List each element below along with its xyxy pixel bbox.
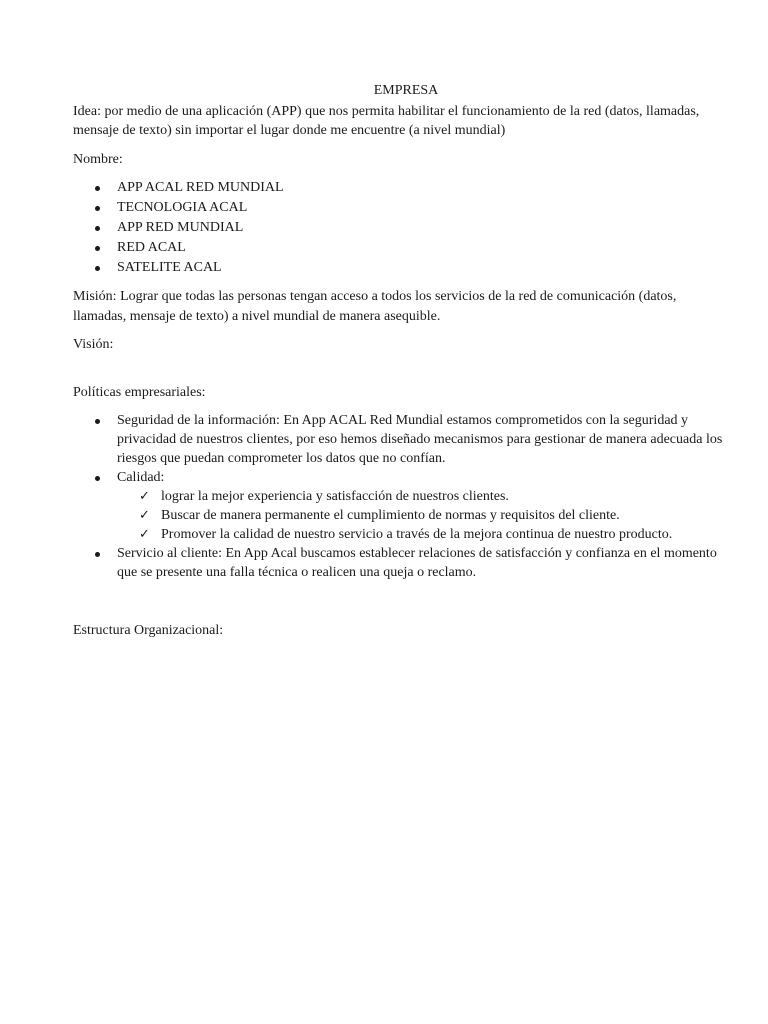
bullet-icon (95, 552, 100, 557)
list-item-seguridad: Seguridad de la información: En App ACAL Red Mundial estamos comprometidos con la seguridad y privacidad de nuestros clientes, por eso hemos diseñado mecanismos para gestionar de manera adecuada los riesgos que puedan comprometer los datos que no confían. (73, 411, 723, 468)
bullet-icon (95, 206, 100, 211)
bullet-icon (95, 246, 100, 251)
idea-paragraph: Idea: por medio de una aplicación (APP) que nos permita habilitar el funcionamiento de la red (datos, llamadas, mensaje de texto) sin importar el lugar donde me encuentre (a nivel mundial) (73, 103, 700, 138)
document-title: EMPRESA (373, 83, 439, 98)
checkmark-icon: ✓ (139, 527, 150, 542)
politicas-list (73, 411, 723, 582)
list-item: TECNOLOGIA ACAL (73, 198, 723, 218)
checkmark-icon: ✓ (139, 489, 150, 504)
checklist-item: ✓ lograr la mejor experiencia y satisfacción de nuestros clientes. (139, 489, 509, 504)
bullet-icon (95, 266, 100, 271)
bullet-icon (95, 226, 100, 231)
politicas-label: Políticas empresariales: (73, 384, 206, 400)
document-body (73, 81, 723, 641)
blank-space (73, 591, 723, 621)
bullet-icon (95, 186, 100, 191)
checklist-item: ✓ Promover la calidad de nuestro servicio a través de la mejora continua de nuestro producto. (139, 527, 673, 542)
nombre-label: Nombre: (73, 151, 123, 167)
list-item: APP ACAL RED MUNDIAL (73, 178, 723, 198)
calidad-checklist (117, 487, 723, 544)
list-item: APP RED MUNDIAL (73, 218, 723, 238)
blank-space (73, 355, 723, 383)
list-item-servicio: Servicio al cliente: En App Acal buscamos establecer relaciones de satisfacción y confianza en el momento que se presente una falla técnica o realicen una queja o reclamo. (73, 544, 723, 582)
bullet-icon (95, 476, 100, 481)
bullet-icon (95, 419, 100, 424)
checklist-item: ✓ Buscar de manera permanente el cumplimiento de normas y requisitos del cliente. (139, 508, 620, 523)
list-item: RED ACAL (73, 238, 723, 258)
checkmark-icon: ✓ (139, 508, 150, 523)
list-item-calidad: Calidad: ✓ lograr la mejor experiencia y satisfacción de nuestros clientes. ✓ Buscar de manera permanente el cumplimiento de normas y requisitos del cliente. ✓ Promover la calidad de nuestro servicio a través de la mejora continua de nuestro producto. (73, 468, 723, 544)
list-item: SATELITE ACAL (73, 258, 723, 278)
nombres-list (73, 178, 723, 278)
vision-label: Visión: (73, 337, 114, 352)
estructura-label: Estructura Organizacional: (73, 623, 224, 638)
mision-paragraph: Misión: Lograr que todas las personas tengan acceso a todos los servicios de la red de comunicación (datos, llamadas, mensaje de texto) a nivel mundial de manera asequible. (73, 289, 677, 324)
